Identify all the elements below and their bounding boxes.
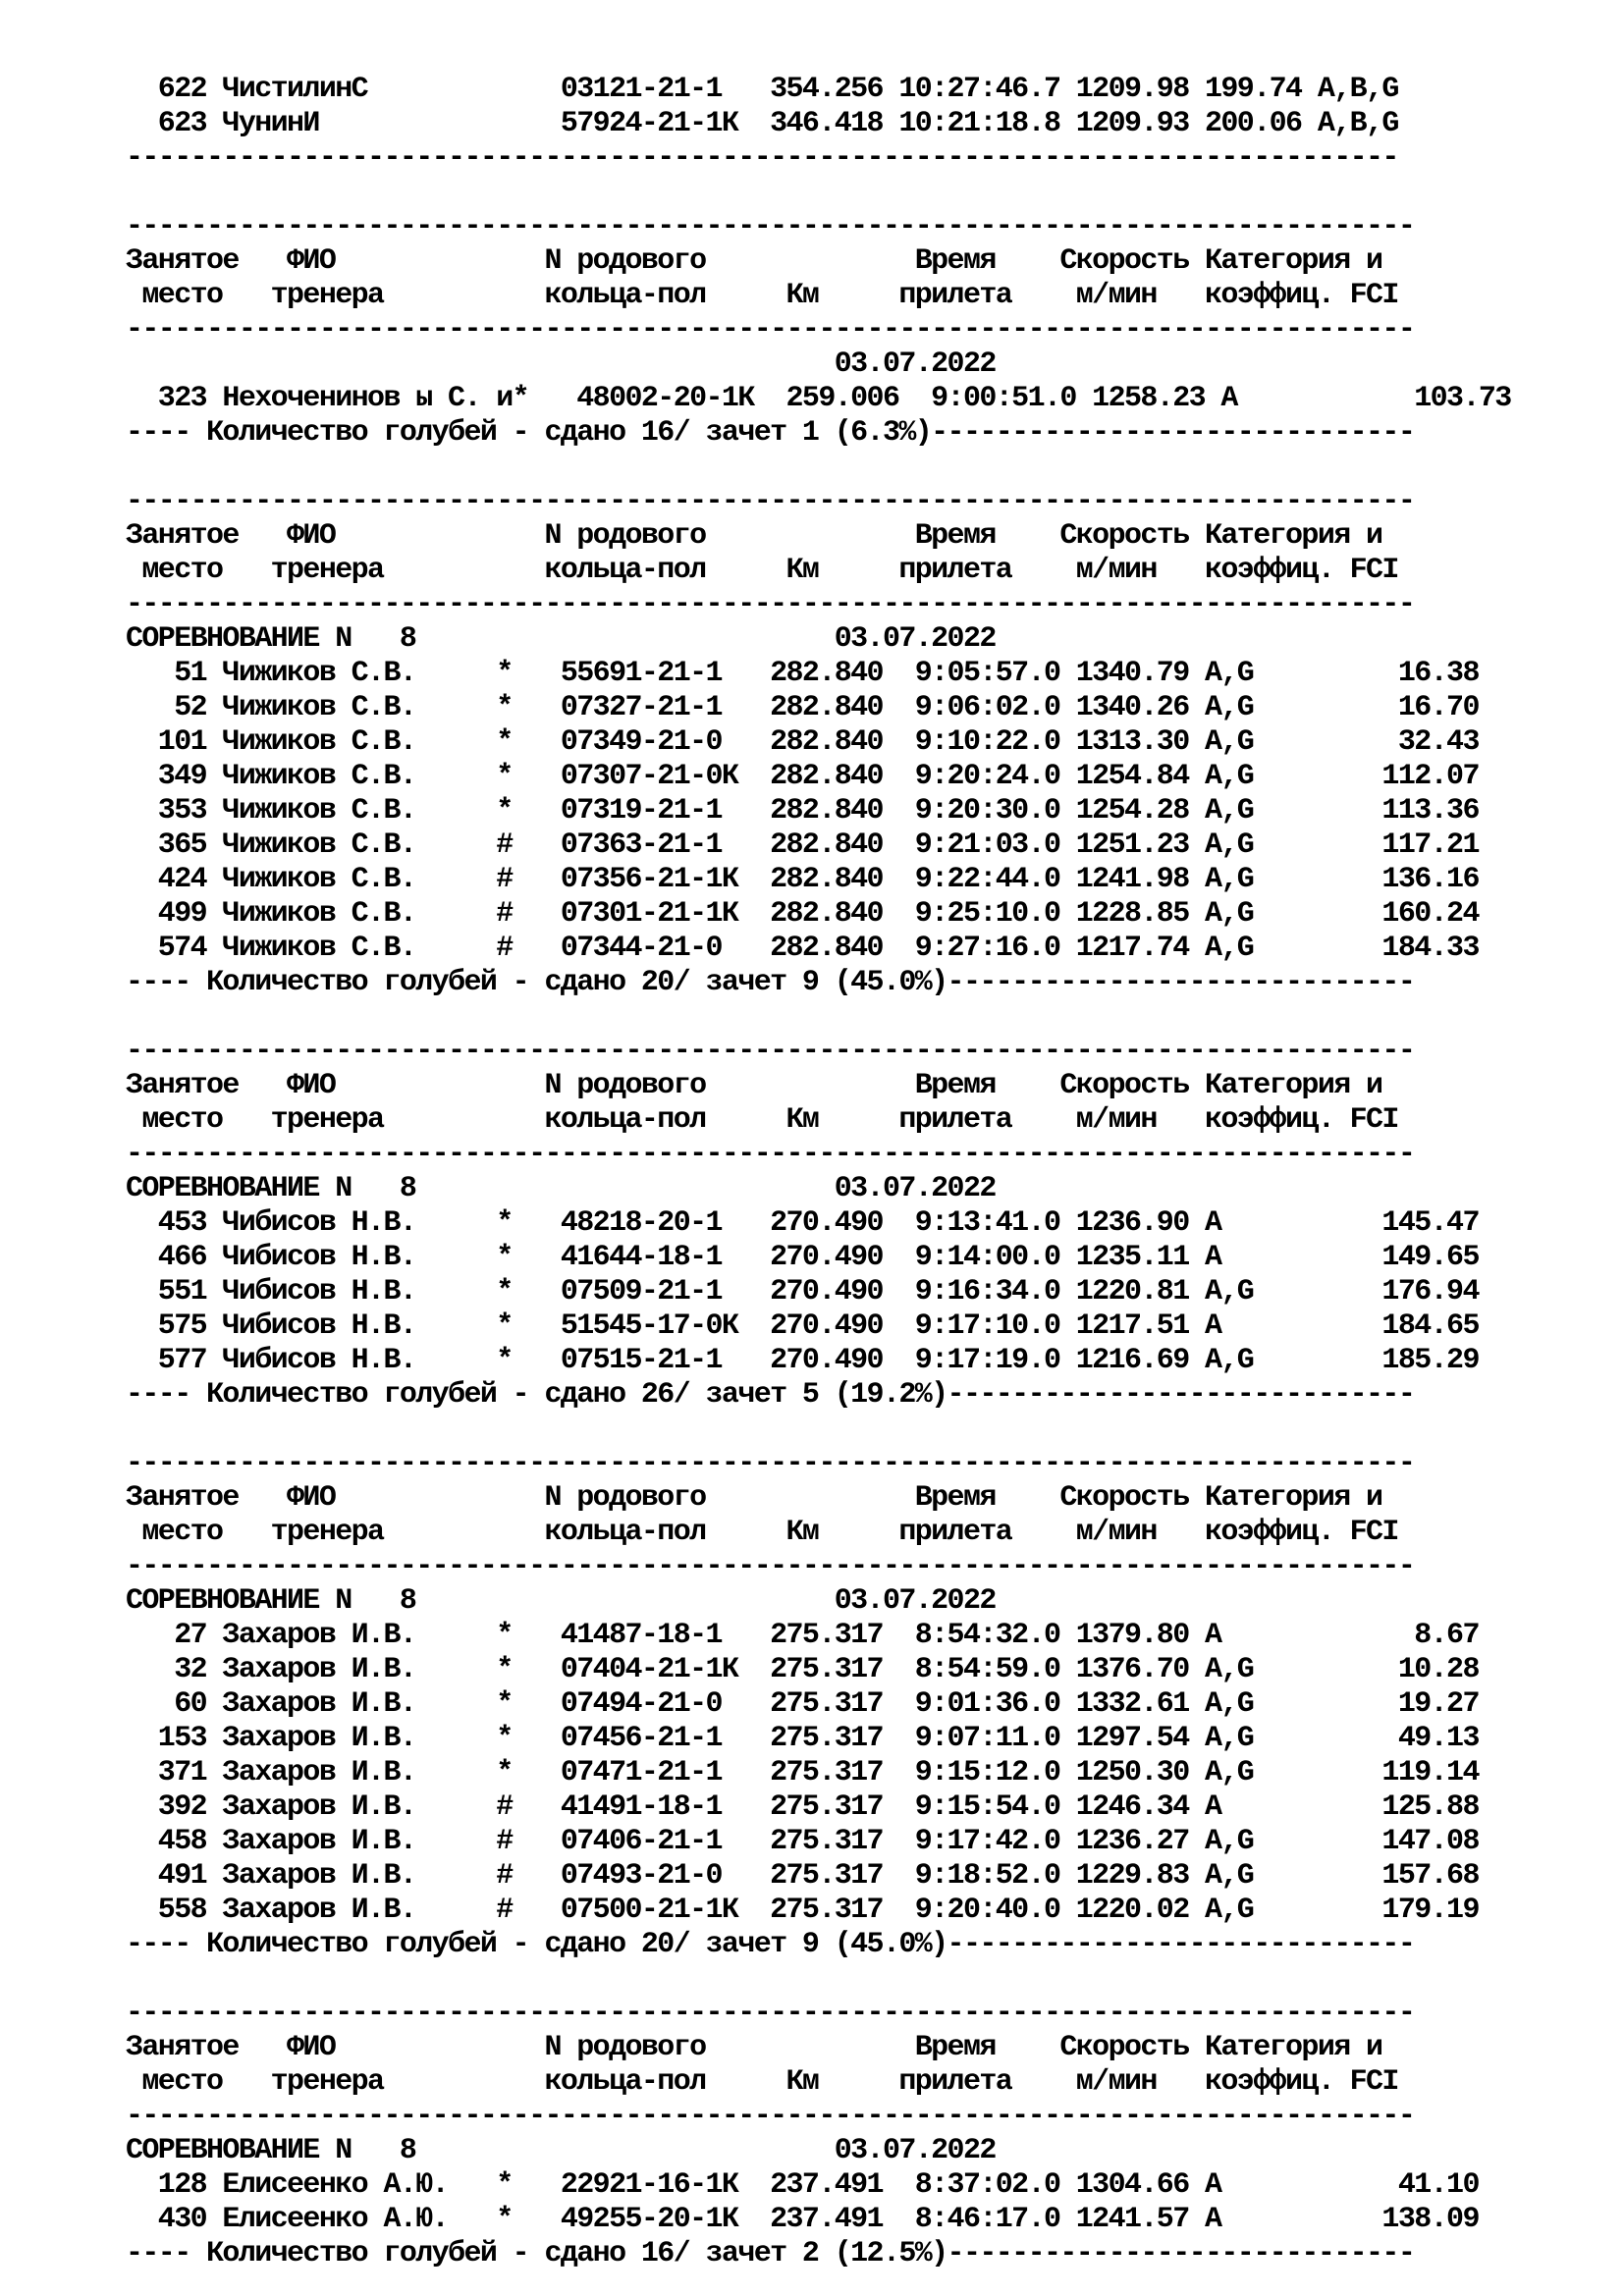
blank-line (126, 451, 1598, 485)
result-row: 51 Чижиков С.В. * 55691-21-1 282.840 9:05:57.0 1340.79 A,G 16.38 (126, 657, 1479, 690)
result-row: 27 Захаров И.В. * 41487-18-1 275.317 8:54:32.0 1379.80 A 8.67 (126, 1619, 1479, 1652)
blank-line (126, 176, 1598, 210)
separator-line: -------------------------------------------------------------------------------- (126, 1447, 1415, 1480)
result-row: 371 Захаров И.В. * 07471-21-1 275.317 9:15:12.0 1250.30 A,G 119.14 (126, 1756, 1479, 1789)
column-header: место тренера кольца-пол Км прилета м/мин коэффиц. FCI (126, 1103, 1398, 1137)
result-row: 622 ЧистилинС 03121-21-1 354.256 10:27:46.7 1209.98 199.74 A,B,G (126, 73, 1398, 106)
column-header: Занятое ФИО N родового Время Скорость Категория и (126, 1481, 1382, 1515)
summary-line: ---- Количество голубей - сдано 20/ зачет 9 (45.0%)----------------------------- (126, 966, 1415, 999)
competition-header: СОРЕВНОВАНИЕ N 8 03.07.2022 (126, 2134, 996, 2167)
result-row: 623 ЧунинИ 57924-21-1К 346.418 10:21:18.8 1209.93 200.06 A,B,G (126, 107, 1398, 140)
result-row: 458 Захаров И.В. # 07406-21-1 275.317 9:17:42.0 1236.27 A,G 147.08 (126, 1825, 1479, 1858)
result-row: 349 Чижиков С.В. * 07307-21-0К 282.840 9:20:24.0 1254.84 A,G 112.07 (126, 760, 1479, 793)
separator-line: -------------------------------------------------------------------------------- (126, 1035, 1415, 1068)
separator-line: -------------------------------------------------------------------------------- (126, 485, 1415, 518)
result-row: 52 Чижиков С.В. * 07327-21-1 282.840 9:06:02.0 1340.26 A,G 16.70 (126, 691, 1479, 724)
blank-line (126, 1413, 1598, 1447)
competition-header: СОРЕВНОВАНИЕ N 8 03.07.2022 (126, 1584, 996, 1618)
competition-header: СОРЕВНОВАНИЕ N 8 03.07.2022 (126, 1172, 996, 1205)
date-line: 03.07.2022 (126, 347, 996, 381)
result-row: 128 Елисеенко А.Ю. * 22921-16-1К 237.491 8:37:02.0 1304.66 A 41.10 (126, 2168, 1479, 2202)
result-row: 392 Захаров И.В. # 41491-18-1 275.317 9:15:54.0 1246.34 A 125.88 (126, 1790, 1479, 1824)
result-row: 323 Нехоченинов ы С. и* 48002-20-1К 259.006 9:00:51.0 1258.23 A 103.73 (126, 382, 1511, 415)
result-row: 499 Чижиков С.В. # 07301-21-1К 282.840 9:25:10.0 1228.85 A,G 160.24 (126, 897, 1479, 931)
result-row: 60 Захаров И.В. * 07494-21-0 275.317 9:01:36.0 1332.61 A,G 19.27 (126, 1687, 1479, 1721)
separator-line: -------------------------------------------------------------------------------- (126, 588, 1415, 621)
result-row: 32 Захаров И.В. * 07404-21-1К 275.317 8:54:59.0 1376.70 A,G 10.28 (126, 1653, 1479, 1686)
result-row: 353 Чижиков С.В. * 07319-21-1 282.840 9:20:30.0 1254.28 A,G 113.36 (126, 794, 1479, 828)
separator-line: -------------------------------------------------------------------------------- (126, 1997, 1415, 2030)
result-row: 430 Елисеенко А.Ю. * 49255-20-1К 237.491 8:46:17.0 1241.57 A 138.09 (126, 2203, 1479, 2236)
summary-line: ---- Количество голубей - сдано 20/ зачет 9 (45.0%)----------------------------- (126, 1928, 1415, 1961)
blank-line (126, 1962, 1598, 1997)
separator-line: ------------------------------------------------------------------------------- (126, 141, 1398, 175)
column-header: Занятое ФИО N родового Время Скорость Категория и (126, 1069, 1382, 1102)
column-header: Занятое ФИО N родового Время Скорость Категория и (126, 2031, 1382, 2064)
column-header: место тренера кольца-пол Км прилета м/мин коэффиц. FCI (126, 2065, 1398, 2099)
result-row: 575 Чибисов Н.В. * 51545-17-0К 270.490 9:17:10.0 1217.51 A 184.65 (126, 1309, 1479, 1343)
result-row: 453 Чибисов Н.В. * 48218-20-1 270.490 9:13:41.0 1236.90 A 145.47 (126, 1206, 1479, 1240)
result-row: 153 Захаров И.В. * 07456-21-1 275.317 9:07:11.0 1297.54 A,G 49.13 (126, 1722, 1479, 1755)
separator-line: -------------------------------------------------------------------------------- (126, 1550, 1415, 1583)
summary-line: ---- Количество голубей - сдано 26/ зачет 5 (19.2%)----------------------------- (126, 1378, 1415, 1412)
result-row: 558 Захаров И.В. # 07500-21-1К 275.317 9:20:40.0 1220.02 A,G 179.19 (126, 1894, 1479, 1927)
result-row: 424 Чижиков С.В. # 07356-21-1К 282.840 9:22:44.0 1241.98 A,G 136.16 (126, 863, 1479, 896)
separator-line: -------------------------------------------------------------------------------- (126, 2100, 1415, 2133)
result-row: 574 Чижиков С.В. # 07344-21-0 282.840 9:27:16.0 1217.74 A,G 184.33 (126, 932, 1479, 965)
column-header: место тренера кольца-пол Км прилета м/мин коэффиц. FCI (126, 1516, 1398, 1549)
result-row: 466 Чибисов Н.В. * 41644-18-1 270.490 9:14:00.0 1235.11 A 149.65 (126, 1241, 1479, 1274)
result-row: 365 Чижиков С.В. # 07363-21-1 282.840 9:21:03.0 1251.23 A,G 117.21 (126, 828, 1479, 862)
column-header: Занятое ФИО N родового Время Скорость Категория и (126, 519, 1382, 553)
summary-line: ---- Количество голубей - сдано 16/ зачет 1 (6.3%)------------------------------ (126, 416, 1415, 450)
column-header: место тренера кольца-пол Км прилета м/мин коэффиц. FCI (126, 554, 1398, 587)
separator-line: -------------------------------------------------------------------------------- (126, 313, 1415, 347)
competition-header: СОРЕВНОВАНИЕ N 8 03.07.2022 (126, 622, 996, 656)
result-row: 491 Захаров И.В. # 07493-21-0 275.317 9:18:52.0 1229.83 A,G 157.68 (126, 1859, 1479, 1893)
result-row: 577 Чибисов Н.В. * 07515-21-1 270.490 9:17:19.0 1216.69 A,G 185.29 (126, 1344, 1479, 1377)
summary-line: ---- Количество голубей - сдано 16/ зачет 2 (12.5%)----------------------------- (126, 2237, 1415, 2270)
result-row: 101 Чижиков С.В. * 07349-21-0 282.840 9:10:22.0 1313.30 A,G 32.43 (126, 725, 1479, 759)
column-header: Занятое ФИО N родового Время Скорость Категория и (126, 244, 1382, 278)
result-row: 551 Чибисов Н.В. * 07509-21-1 270.490 9:16:34.0 1220.81 A,G 176.94 (126, 1275, 1479, 1308)
separator-line: -------------------------------------------------------------------------------- (126, 1138, 1415, 1171)
results-printout (126, 73, 1598, 2271)
column-header: место тренера кольца-пол Км прилета м/мин коэффиц. FCI (126, 279, 1398, 312)
blank-line (126, 1000, 1598, 1035)
separator-line: -------------------------------------------------------------------------------- (126, 210, 1415, 243)
